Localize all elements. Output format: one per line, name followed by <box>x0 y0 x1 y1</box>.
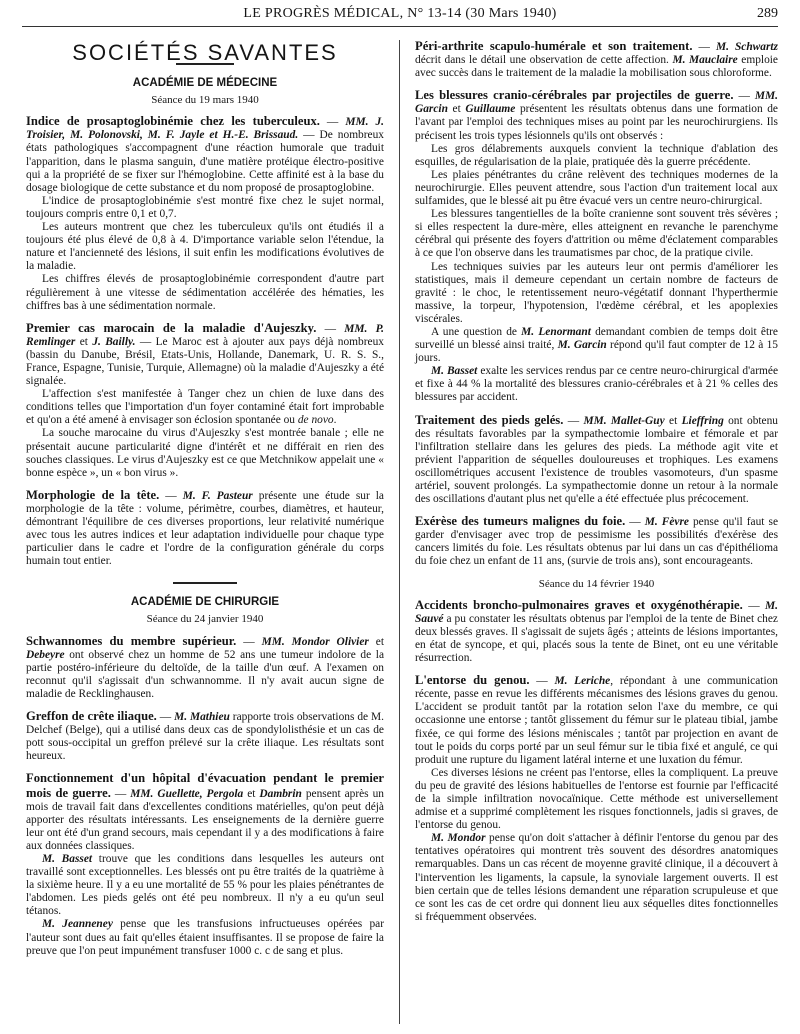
dash: — <box>156 711 175 724</box>
dash: — <box>733 90 755 103</box>
article-authors: MM. Garcin <box>415 90 778 116</box>
article-authors: M. Jeanneney <box>42 918 113 931</box>
paragraph-text: pense qu'on doit s'attacher à définir l'entorse du genou par des tentatives opératoires qui montrent très souvent des désordres anatomiques remarquables. Dans un cas récent de moyenne gravité clinique, il a découvert à l'intervention les ligaments, la capsule, la synoviale largement ouverts. Il est bien certain que de telles lésions demandent une réparation scrupuleuse et que ce sont les cas de cet ordre qui donnent lieu aux séquelles dites fonctionnelles si fréquemment observées. <box>415 832 778 923</box>
dash: — <box>529 675 555 688</box>
academy-heading-chirurgie: ACADÉMIE DE CHIRURGIE <box>130 596 280 609</box>
article-authors: M. Lenormant <box>521 325 591 338</box>
paragraph: La souche marocaine du virus d'Aujeszky s'est montrée banale ; elle ne présentait aucune particularité digne d'intérêt et ne différait en rien des souches classiques. Le virus d'Aujeszky est ce que Metchnikow appelait une « bonne espèce », un « bon virus ». <box>26 427 384 479</box>
article-title: Morphologie de la tête. <box>26 487 160 502</box>
page-number: 289 <box>757 6 778 21</box>
paragraph-text: répond qu'il faut compter de 12 à 15 jours. <box>415 339 778 365</box>
italic-term: de novo <box>297 414 334 427</box>
right-column <box>415 40 778 933</box>
running-head: LE PROGRÈS MÉDICAL, N° 13-14 (30 Mars 1940) <box>243 6 557 21</box>
page-header <box>22 6 778 24</box>
dash: — <box>742 599 766 612</box>
paragraph-text: L'affection s'est manifestée à Tanger chez un chien de luxe dans des conditions telles que l'importation d'un foyer contaminé était fort improbable et qu'on a été amené à envisager son éclosion spontanée ou <box>26 388 384 427</box>
dash: — <box>316 322 345 335</box>
article-authors: M. Leriche <box>554 675 611 688</box>
article-title: Accidents broncho-pulmonaires graves et oxygénothérapie. <box>415 597 743 612</box>
left-column <box>26 38 384 967</box>
article-text: présente une étude sur la morphologie de la tête : volume, périmètre, courbes, diamètres, et hauteur, démontrant l'équilibre de ces diverses proportions, leur relativité numérique avec tous les autres indices et leur adaptation individuelle pour chaque type particulier dans le cadre et l'ordre de la configuration générale du corps humain tout entier. <box>26 489 384 568</box>
article-authors: M. Schwartz <box>715 41 778 53</box>
paragraph: Ces diverses lésions ne créent pas l'entorse, elles la compliquent. La preuve du peu de gravité des lésions habituelles de l'entorse est fournie par l'efficacité de la simple infiltration novocaïnique. Cette méthode est universellement admise et a supprimé complètement les risques fonctionnels, jadis si graves, de l'entorse du genou. <box>415 766 778 832</box>
article-authors: J. Bailly. <box>92 335 136 348</box>
article-text: décrit dans le détail une observation de cette affection. <box>415 54 673 67</box>
paragraph <box>415 832 778 924</box>
conjunction: et <box>664 414 682 427</box>
article-authors: M. Basset <box>42 852 93 865</box>
session-date: Séance du 19 mars 1940 <box>151 94 259 107</box>
paragraph <box>26 388 384 427</box>
article-text: ont observé chez un homme de 52 ans une tumeur indolore de la partie postéro-inférieure du deltoïde, de la taille d'un œuf. A l'examen on reconnut qu'il s'agissait d'un schwannomme. Il n'y avait aucun signe de maladie de Recklinghausen. <box>26 648 384 700</box>
article-authors: Guillaume <box>465 103 516 116</box>
session-date: Séance du 24 janvier 1940 <box>146 613 264 626</box>
article-authors: M. Garcin <box>557 339 607 352</box>
paragraph: Les auteurs montrent que chez les tuberculeux qu'ils ont étudiés il a toujours été plus élevé de 0,8 à 4. D'importance variable selon l'étendue, la nature et l'ancienneté des lésions, il suit enfin les modifications évolutives de la maladie. <box>26 221 384 273</box>
dash: — <box>563 414 584 427</box>
dash: — <box>159 489 183 502</box>
paragraph <box>26 918 384 957</box>
paragraph: Les chiffres élevés de prosaptoglobinémie correspondent d'autre part régulièrement à une vitesse de sédimentation accélérée des hématies, les chiffres bas à une sédimentation normale. <box>26 273 384 312</box>
dash: — <box>692 41 716 53</box>
article-authors: M. Sauvé <box>415 599 778 625</box>
dash: — <box>319 116 346 129</box>
section-title: SOCIÉTÉS SAVANTES <box>72 40 338 65</box>
paragraph: Les blessures tangentielles de la boîte cranienne sont souvent très sévères ; si elles respectent la dure-mère, elles atteignent en revanche le parenchyme cérébral qui présente des foyers d'attrition ou même d'éclatement comparables à ce que l'on observe dans les traumatismes par choc, de la pratique civile. <box>415 208 778 260</box>
header-rule <box>22 26 778 27</box>
paragraph-text: . <box>333 414 337 427</box>
article-tumeurs-foie <box>415 515 778 568</box>
section-rule <box>173 582 237 584</box>
article-title: Exérèse des tumeurs malignes du foie. <box>415 514 626 529</box>
article-text: — De nombreux états pathologiques s'accompagnent d'une réaction humorale que traduit l'apparition, dans le plasma sanguin, d'une matière protéique électro-positive qui a la propriété de se fixer sur l'hémoglobine. Cette affinité est à la base du dosage biologique de cette substance et du nom proposé de prosaptoglobine. <box>26 129 384 194</box>
article-authors: MM. Mallet-Guy <box>583 414 665 427</box>
article-broncho-pulmonaires <box>415 599 778 665</box>
conjunction: et <box>447 103 466 116</box>
article-text: ont obtenu des résultats favorables par la sympathectomie lombaire et fémorale et par l'infiltration stellaire dans les gelures des pieds. La méthode agit vite et prévient l'apparition de séquelles douloureuses et trophiques. Les examens oscillométriques accusent l'existence de troubles vasomoteurs, d'un spasme artériel, souvent prolongés. La sympathectomie donne un retour à la normale des oscillations d'autant plus net qu'elle a été effectuée plus précocement. <box>415 414 778 506</box>
paragraph <box>26 853 384 918</box>
article-text: pense qu'il faut se garder d'envisager avec trop de pessimisme les possibilités d'exérèse des cancers limités du foie. Les résultats obtenus par lui dans un cas d'épithélioma du foie chez un enfant de 11 ans, (survie de trois ans), sont encourageants. <box>415 516 778 568</box>
academy-heading-medecine: ACADÉMIE DE MÉDECINE <box>132 77 278 90</box>
paragraph-text: pense que les transfusions infructueuses opérées par l'auteur sont dues au fait qu'elles étaient insuffisantes. Il se propose de faire la preuve que l'on peut impunément transfuser 1000 c. c de sang et plus. <box>26 918 385 957</box>
article-authors: M. Mauclaire <box>672 54 738 67</box>
paragraph-text: exalte les services rendus par ce centre neuro-chirurgical d'armée et fixe à 44 % la mortalité des blessures cranio-cérébrales et à 21 % celles des blessures par accident. <box>415 365 778 404</box>
dash: — <box>625 516 645 529</box>
paragraph-text: trouve que les conditions dans lesquelles les auteurs ont travaillé sont exceptionnelles. Les blessés ont pu être traités de la quatrième à la sixième heure. Il y a eu une mortalité de 55 % pour les plaies pénétrantes de l'abdomen. Les pieds gelés ont été peu nombreux. Il n'y a eu qu'un seul tétanos. <box>26 852 385 918</box>
article-authors: M. Mondor <box>431 832 486 845</box>
article-title: Schwannomes du membre supérieur. <box>26 633 237 648</box>
article-text: présentent les résultats obtenus dans une formation de l'avant par l'emploi des techniques mises au point par les neurochirurgiens. Ils précisent les trois types lésionnels qu'ils ont observés : <box>415 103 778 142</box>
article-morphologie <box>26 489 384 569</box>
article-title: Traitement des pieds gelés. <box>415 412 564 427</box>
article-text: — Le Maroc est à ajouter aux pays déjà nombreux (bassin du Danube, Brésil, Etats-Unis, Hollande, Danemark, U. R. S. S., France, Espagne, Tunisie, Turquie, Allemagne) où la maladie d'Aujeszky a été signalée. <box>26 335 384 388</box>
article-authors: MM. P. Remlinger <box>26 322 384 348</box>
article-authors: Lieffring <box>681 414 724 427</box>
article-title: Premier cas marocain de la maladie d'Aujeszky. <box>26 320 317 335</box>
article-title: L'entorse du genou. <box>415 673 530 688</box>
dash: — <box>236 635 262 648</box>
article-title: Indice de prosaptoglobinémie chez les tuberculeux. <box>26 114 320 129</box>
article-authors: Debeyre <box>26 648 65 661</box>
conjunction: et <box>243 787 260 800</box>
article-authors: M. F. Pasteur <box>182 489 253 502</box>
paragraph: L'indice de prosaptoglobinémie s'est montré fixe chez le sujet normal, toujours compris entre 0,1 et 0,7. <box>26 194 384 220</box>
article-greffon <box>26 710 384 763</box>
article-blessures-cranio <box>415 89 778 404</box>
paragraph: Les techniques suivies par les auteurs leur ont permis d'améliorer les statistiques, mais il demeure cependant un certain nombre de facteurs de gravité : le choc, le retentissement neuro-végétatif donnant l'hyperthermie massive, la torpeur, l'hypotension, l'œdème cérébral, et les apoplexies viscérales. <box>415 260 778 325</box>
dash: — <box>110 787 131 800</box>
article-authors: MM. Mondor Olivier <box>261 635 369 648</box>
article-text: emploie avec succès dans le traitement de la maladie la mobilisation sous chloroforme. <box>415 54 778 80</box>
article-authors: M. Fèvre <box>644 516 689 529</box>
article-title: Greffon de crête iliaque. <box>26 709 157 724</box>
paragraph <box>415 365 778 404</box>
article-authors: Dambrin <box>259 787 302 800</box>
paragraph: Les plaies pénétrantes du crâne relèvent des techniques modernes de la neurochirurgie. Elles peuvent attendre, sous l'action d'un traitement local aux sulfamides, que le blessé ait pu être évacué vers un centre neuro-chirurgical. <box>415 168 778 208</box>
article-aujeszky <box>26 322 384 480</box>
article-peri-arthrite <box>415 40 778 80</box>
article-prosaptoglobinemie <box>26 115 384 312</box>
article-authors: M. Basset <box>431 365 478 378</box>
article-text: pensent après un mois de travail fait dans d'excellentes conditions matérielles, qu'on peut déjà apporter des résultats intéressants. Les enseignements de la dernière guerre leur ont été d'un grand secours, mais cependant il y a des modifications à faire aux données classiques. <box>26 787 384 852</box>
paragraph-text: demandant combien de temps doit être surveillé un blessé ainsi traité, <box>415 325 778 352</box>
article-text: , répondant à une communication récente, passe en revue les différents mécanismes des lésions graves du genou. L'accident se produit tantôt par la rotation selon l'axe du membre, ce qui occasionne une entorse ; tantôt glissement du fémur sur le plateau tibial, jambe fixée, ce qui forme des lésions méniscales ; tantôt par projection en avant de tout le poids du corps porté par un seul fémur sur le tibia fixé et angulé, ce qui produit une rupture du ligament latéral interne et une luxation du fémur. <box>415 675 778 766</box>
article-title: Les blessures cranio-cérébrales par projectiles de guerre. <box>415 88 734 103</box>
article-authors: MM. Guellette, Pergola <box>130 787 244 800</box>
paragraph: Les gros délabrements auxquels convient la technique d'ablation des esquilles, de régularisation de la plaie, pratiquée dès la guerre précédente. <box>415 142 778 168</box>
conjunction: et <box>368 635 384 648</box>
article-hopital-evacuation <box>26 772 384 957</box>
article-authors: MM. J. Troisier, M. Polonovski, M. F. Jayle et H.-E. Brissaud. <box>26 116 385 142</box>
article-schwannomes <box>26 635 384 701</box>
article-title: Péri-arthrite scapulo-humérale et son traitement. <box>415 39 693 53</box>
paragraph <box>415 326 778 365</box>
session-date: Séance du 14 février 1940 <box>538 577 655 590</box>
article-entorse-genou <box>415 674 778 924</box>
article-title: Fonctionnement d'un hôpital d'évacuation pendant le premier mois de guerre. <box>26 771 384 800</box>
conjunction: et <box>75 335 93 348</box>
article-pieds-geles <box>415 414 778 507</box>
column-divider <box>399 40 400 1024</box>
paragraph-text: A une question de <box>431 325 522 338</box>
article-text: rapporte trois observations de M. Delchef (Belge), qui a utilisé dans deux cas de spondylolisthésie et un cas de pott sous-occipital un greffon prélevé sur la crête iliaque. Les résultats sont heureux. <box>26 711 384 763</box>
article-authors: M. Mathieu <box>174 711 230 724</box>
article-text: a pu constater les résultats obtenus par l'emploi de la tente de Binet chez deux blessés graves. Il s'agissait de sujets âgés ; atteints de lésions importantes, en état de syncope, et qui, placés sous la tente de Binet, ont eu une véritable résurrection. <box>415 612 778 665</box>
